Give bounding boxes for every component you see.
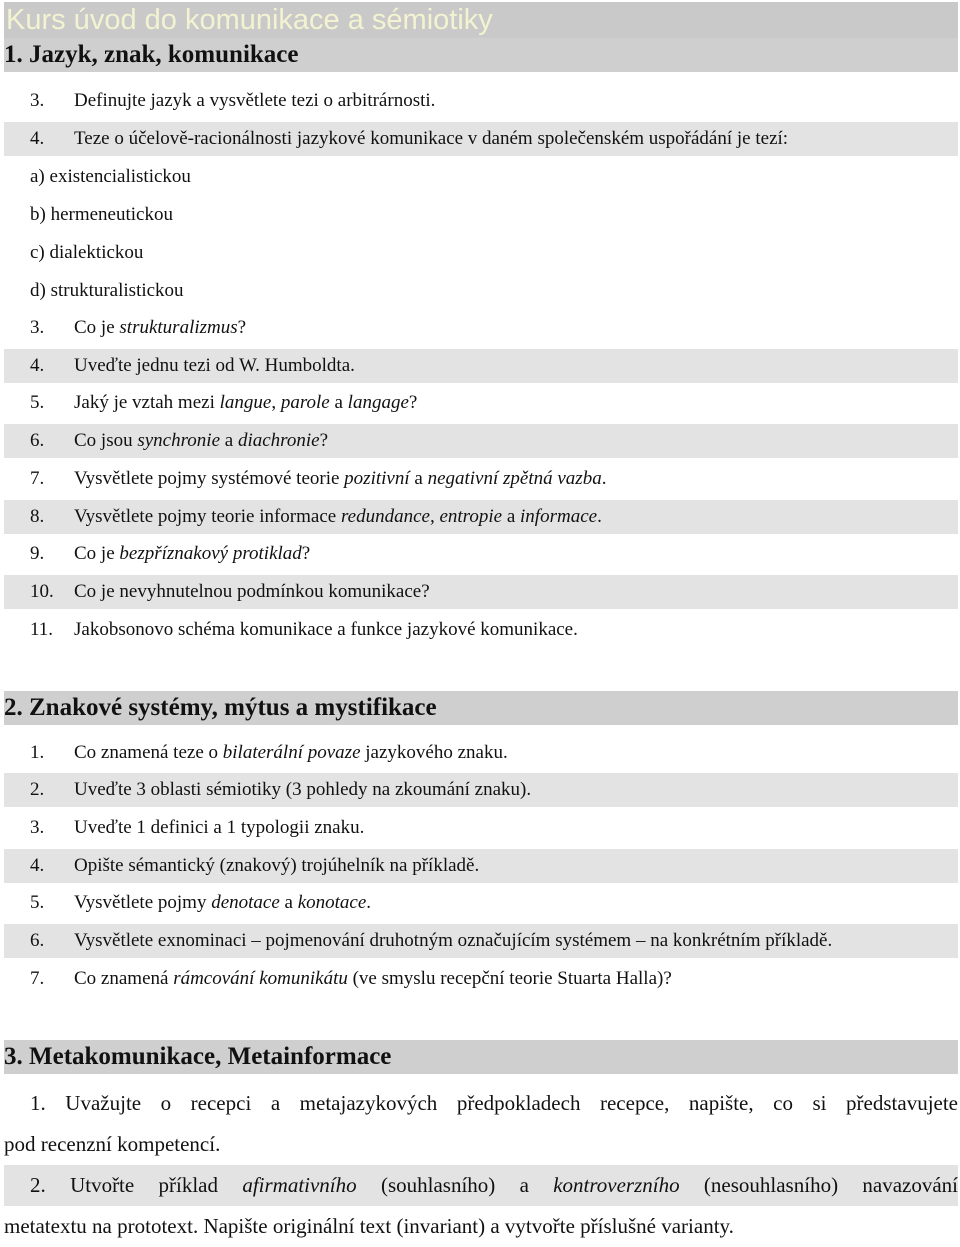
- item-number: 8.: [30, 506, 45, 527]
- item-number: 5.: [30, 392, 45, 413]
- option-text: a) existencialistickou: [30, 166, 191, 187]
- list-item: [4, 349, 958, 383]
- item-number: 4.: [30, 855, 45, 876]
- list-item: [4, 575, 958, 609]
- item-text: Co znamená teze o bilaterální povaze jazykového znaku.: [74, 742, 508, 763]
- item-text: Uveďte 3 oblasti sémiotiky (3 pohledy na zkoumání znaku).: [74, 779, 532, 800]
- list-item: [4, 773, 958, 807]
- item-text: Uveďte 1 definici a 1 typologii znaku.: [74, 817, 365, 838]
- paragraph-item: [4, 1083, 958, 1165]
- item-number: 1.: [30, 1091, 46, 1115]
- item-number: 3.: [30, 90, 45, 111]
- item-number: 3.: [30, 317, 45, 338]
- list-item: [4, 160, 958, 194]
- option-text: d) strukturalistickou: [30, 280, 184, 301]
- item-number: 5.: [30, 892, 45, 913]
- item-text: Definujte jazyk a vysvětlete tezi o arbitrárnosti.: [74, 90, 436, 111]
- list-item: [4, 736, 958, 770]
- list-item: [4, 424, 958, 458]
- list-item: [4, 537, 958, 571]
- list-item: [4, 849, 958, 883]
- item-text: Vysvětlete pojmy denotace a konotace.: [74, 892, 372, 913]
- item-number: 1.: [30, 742, 45, 763]
- item-number: 9.: [30, 543, 45, 564]
- list-item: [4, 311, 958, 345]
- item-text: Teze o účelově-racionálnosti jazykové komunikace v daném společenském uspořádání je tezí:: [74, 128, 789, 149]
- item-number: 11.: [30, 619, 54, 640]
- list-item: [4, 274, 958, 308]
- list-item: [4, 84, 958, 118]
- list-item: [4, 122, 958, 156]
- paragraph-line: [4, 1165, 958, 1206]
- document-title: Kurs úvod do komunikace a sémiotiky: [4, 2, 958, 38]
- item-text: Uvažujte o recepci a metajazykových předpokladech recepce, napište, co si představujete: [65, 1091, 958, 1115]
- item-number: 3.: [30, 817, 45, 838]
- option-text: c) dialektickou: [30, 242, 144, 263]
- section-heading-3: 3. Metakomunikace, Metainformace: [4, 1040, 958, 1074]
- paragraph-item: [4, 1165, 958, 1247]
- list-item: [4, 386, 958, 420]
- paragraph-line: [4, 1083, 958, 1124]
- item-number: 4.: [30, 128, 45, 149]
- section-heading-1: 1. Jazyk, znak, komunikace: [4, 38, 958, 72]
- item-text: Vysvětlete pojmy systémové teorie pozitivní a negativní zpětná vazba.: [74, 468, 607, 489]
- paragraph-line: metatextu na prototext. Napište originální text (invariant) a vytvořte příslušné varianty.: [4, 1214, 734, 1238]
- list-item: [4, 962, 958, 996]
- item-text: Jakobsonovo schéma komunikace a funkce jazykové komunikace.: [74, 619, 578, 640]
- item-number: 2.: [30, 779, 45, 800]
- item-number: 10.: [30, 581, 54, 602]
- item-number: 6.: [30, 430, 45, 451]
- list-item: [4, 886, 958, 920]
- item-text: Vysvětlete pojmy teorie informace redundance, entropie a informace.: [74, 506, 602, 527]
- list-item: [4, 236, 958, 270]
- item-text: Co je nevyhnutelnou podmínkou komunikace?: [74, 581, 430, 602]
- item-number: 7.: [30, 968, 45, 989]
- item-text: Uveďte jednu tezi od W. Humboldta.: [74, 355, 355, 376]
- item-text: Utvořte příklad afirmativního (souhlasního) a kontroverzního (nesouhlasního) navazování: [70, 1173, 958, 1197]
- item-number: 7.: [30, 468, 45, 489]
- section-heading-2: 2. Znakové systémy, mýtus a mystifikace: [4, 691, 958, 725]
- list-item: [4, 924, 958, 958]
- item-number: 6.: [30, 930, 45, 951]
- item-text: Jaký je vztah mezi langue, parole a langage?: [74, 392, 418, 413]
- item-number: 2.: [30, 1173, 46, 1197]
- list-item: [4, 462, 958, 496]
- paragraph-line: pod recenzní kompetencí.: [4, 1132, 221, 1156]
- list-item: [4, 811, 958, 845]
- list-item: [4, 500, 958, 534]
- list-item: [4, 198, 958, 232]
- item-text: Co jsou synchronie a diachronie?: [74, 430, 329, 451]
- item-number: 4.: [30, 355, 45, 376]
- option-text: b) hermeneutickou: [30, 204, 173, 225]
- item-text: Opište sémantický (znakový) trojúhelník na příkladě.: [74, 855, 480, 876]
- item-text: Co je strukturalizmus?: [74, 317, 247, 338]
- item-text: Vysvětlete exnominaci – pojmenování druhotným označujícím systémem – na konkrétním příkladě.: [74, 930, 833, 951]
- item-text: Co znamená rámcování komunikátu (ve smyslu recepční teorie Stuarta Halla)?: [74, 968, 672, 989]
- list-item: [4, 613, 958, 647]
- item-text: Co je bezpříznakový protiklad?: [74, 543, 311, 564]
